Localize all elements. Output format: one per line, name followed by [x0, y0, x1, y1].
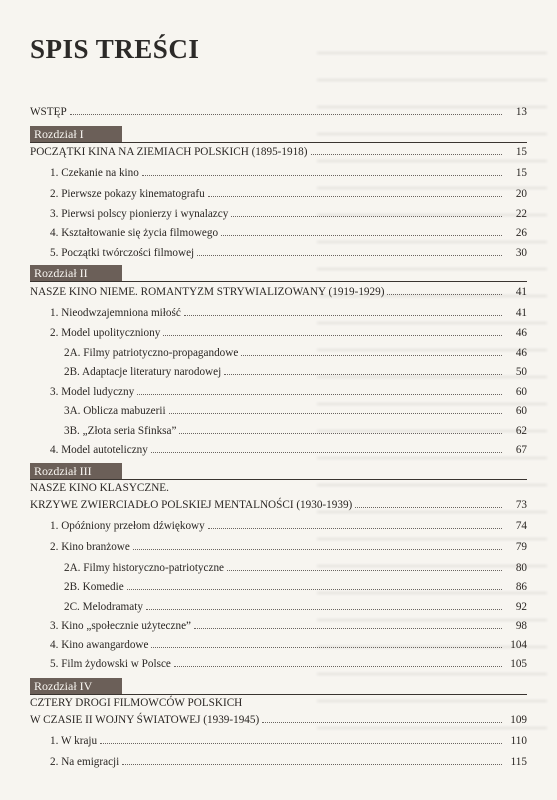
toc-subentry[interactable]: [30, 347, 527, 359]
toc-entry-intro[interactable]: [30, 106, 527, 118]
leader-dots: [122, 756, 502, 765]
toc-page-number: 79: [515, 541, 527, 553]
toc-subentry[interactable]: [30, 581, 527, 593]
toc-entry-label: 3. Model ludyczny: [50, 386, 135, 398]
toc-page-number: 109: [510, 714, 527, 726]
toc-subentry[interactable]: [30, 601, 527, 613]
leader-dots: [241, 347, 502, 356]
toc-entry[interactable]: [30, 756, 527, 768]
leader-dots: [169, 405, 502, 414]
chapter-label-1: Rozdział I: [30, 126, 122, 142]
toc-subentry[interactable]: [30, 405, 527, 417]
toc-entry[interactable]: [30, 167, 527, 179]
leader-dots: [184, 307, 502, 316]
leader-dots: [174, 658, 502, 667]
toc-page-number: 67: [515, 444, 527, 456]
toc-entry-label: 3B. „Złota seria Sfinksa”: [64, 425, 177, 437]
toc-page-number: 41: [515, 286, 527, 298]
toc-entry[interactable]: [30, 735, 527, 747]
leader-dots: [227, 562, 502, 571]
toc-entry-label: 2C. Melodramaty: [64, 601, 143, 613]
leader-dots: [208, 188, 502, 197]
toc-page-number: 105: [510, 658, 527, 670]
toc-entry-label: 1. Opóźniony przełom dźwiękowy: [50, 520, 205, 532]
chapter-rule: [30, 142, 527, 143]
leader-dots: [163, 327, 502, 336]
toc-entry-label: 2. Pierwsze pokazy kinematografu: [50, 188, 205, 200]
toc-entry[interactable]: [30, 639, 527, 651]
toc-entry-label: 1. Nieodwzajemniona miłość: [50, 307, 181, 319]
toc-chapter-heading[interactable]: [30, 499, 527, 511]
toc-page-number: 115: [510, 756, 527, 768]
toc-page-number: 22: [515, 208, 527, 220]
toc-entry[interactable]: [30, 520, 527, 532]
toc-chapter-heading[interactable]: [30, 714, 527, 726]
chapter-rule: [30, 694, 527, 695]
toc-page-number: 86: [515, 581, 527, 593]
leader-dots: [221, 227, 502, 236]
leader-dots: [146, 601, 502, 610]
toc-entry[interactable]: [30, 327, 527, 339]
toc-chapter-heading[interactable]: [30, 146, 527, 158]
toc-entry[interactable]: [30, 307, 527, 319]
toc-entry[interactable]: [30, 444, 527, 456]
leader-dots: [133, 541, 502, 550]
toc-entry-label: 5. Początki twórczości filmowej: [50, 247, 195, 259]
toc-entry-label: 4. Kino awangardowe: [50, 639, 149, 651]
toc-entry[interactable]: [30, 386, 527, 398]
toc-entry-label: 2B. Adaptacje literatury narodowej: [64, 366, 222, 378]
leader-dots: [100, 735, 502, 744]
chapter-label-3: Rozdział III: [30, 463, 122, 479]
leader-dots: [151, 444, 502, 453]
toc-entry[interactable]: [30, 208, 527, 220]
toc-entry[interactable]: [30, 541, 527, 553]
toc-entry-label: 3A. Oblicza mabuzerii: [64, 405, 166, 417]
toc-page-number: 41: [515, 307, 527, 319]
leader-dots: [137, 386, 502, 395]
leader-dots: [70, 106, 502, 115]
toc-page-number: 46: [515, 347, 527, 359]
toc-page-number: 104: [510, 639, 527, 651]
toc-subentry[interactable]: [30, 425, 527, 437]
leader-dots: [194, 620, 502, 629]
toc-page-number: 15: [515, 167, 527, 179]
leader-dots: [151, 639, 502, 648]
leader-dots: [387, 286, 502, 295]
toc-entry-label: 2B. Komedie: [64, 581, 124, 593]
toc-subentry[interactable]: [30, 562, 527, 574]
toc-entry-label: WSTĘP: [30, 106, 67, 118]
toc-entry-label: 2. Na emigracji: [50, 756, 120, 768]
page-title: SPIS TREŚCI: [30, 34, 200, 64]
toc-entry-label: POCZĄTKI KINA NA ZIEMIACH POLSKICH (1895-1918): [30, 146, 308, 158]
chapter-label-4: Rozdział IV: [30, 678, 122, 694]
toc-entry[interactable]: [30, 247, 527, 259]
toc-page-number: 30: [515, 247, 527, 259]
leader-dots: [311, 146, 502, 155]
toc-page-number: 74: [515, 520, 527, 532]
toc-entry-label: 2. Model upolityczniony: [50, 327, 161, 339]
toc-page-number: 62: [515, 425, 527, 437]
toc-entry-label: 4. Kształtowanie się życia filmowego: [50, 227, 219, 239]
chapter-rule: [30, 479, 527, 480]
toc-page-number: 20: [515, 188, 527, 200]
chapter-rule: [30, 281, 527, 282]
toc-entry-label: KRZYWE ZWIERCIADŁO POLSKIEJ MENTALNOŚCI (1930-1939): [30, 499, 353, 511]
toc-entry-label: 2. Kino branżowe: [50, 541, 130, 553]
chapter-label-2: Rozdział II: [30, 265, 122, 281]
toc-page-number: 46: [515, 327, 527, 339]
toc-entry-label: W CZASIE II WOJNY ŚWIATOWEJ (1939-1945): [30, 714, 260, 726]
toc-page-number: 15: [515, 146, 527, 158]
toc-entry-label: 3. Kino „społecznie użyteczne”: [50, 620, 192, 632]
toc-entry-label: 3. Pierwsi polscy pionierzy i wynalazcy: [50, 208, 229, 220]
toc-page-number: 13: [515, 106, 527, 118]
toc-page-number: 50: [515, 366, 527, 378]
leader-dots: [197, 247, 502, 256]
toc-entry[interactable]: [30, 620, 527, 632]
toc-page-number: 98: [515, 620, 527, 632]
leader-dots: [262, 714, 502, 723]
leader-dots: [127, 581, 502, 590]
toc-page-number: 92: [515, 601, 527, 613]
toc-chapter-heading[interactable]: [30, 286, 527, 298]
toc-page-number: 60: [515, 386, 527, 398]
leader-dots: [179, 425, 502, 434]
toc-page-number: 80: [515, 562, 527, 574]
toc-entry[interactable]: [30, 227, 527, 239]
toc-entry-label: 1. Czekanie na kino: [50, 167, 139, 179]
toc-page-number: 26: [515, 227, 527, 239]
toc-page-number: 73: [515, 499, 527, 511]
toc-entry-label: 2A. Filmy historyczno-patriotyczne: [64, 562, 225, 574]
toc-entry[interactable]: [30, 188, 527, 200]
leader-dots: [231, 208, 502, 217]
toc-chapter-heading-line1[interactable]: CZTERY DROGI FILMOWCÓW POLSKICH: [30, 697, 243, 709]
toc-page-number: 60: [515, 405, 527, 417]
toc-entry-label: 5. Film żydowski w Polsce: [50, 658, 171, 670]
leader-dots: [224, 366, 502, 375]
toc-entry-label: 1. W kraju: [50, 735, 98, 747]
leader-dots: [208, 520, 502, 529]
leader-dots: [355, 499, 502, 508]
toc-chapter-heading-line1[interactable]: NASZE KINO KLASYCZNE.: [30, 482, 169, 494]
toc-entry-label: 2A. Filmy patriotyczno-propagandowe: [64, 347, 239, 359]
toc-entry[interactable]: [30, 658, 527, 670]
toc-page-number: 110: [510, 735, 527, 747]
toc-subentry[interactable]: [30, 366, 527, 378]
leader-dots: [142, 167, 502, 176]
toc-entry-label: 4. Model autoteliczny: [50, 444, 148, 456]
toc-entry-label: NASZE KINO NIEME. ROMANTYZM STRYWIALIZOWANY (1919-1929): [30, 286, 385, 298]
